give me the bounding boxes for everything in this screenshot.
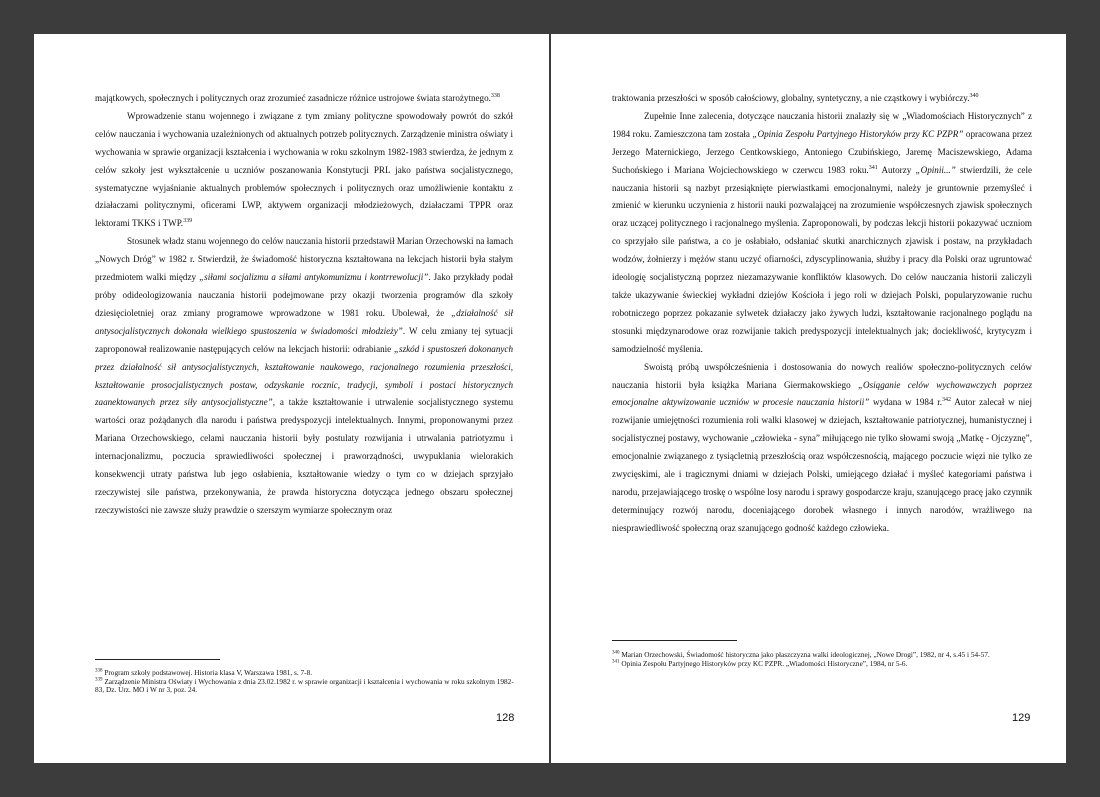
footnote-number: 339 xyxy=(95,677,103,683)
left-footnote-separator xyxy=(95,659,220,660)
italic-quote: „Opinia Zespołu Partyjnego Historyków przy KC PZPR” xyxy=(752,128,964,139)
right-page-body-text xyxy=(612,90,1032,538)
paragraph-text: Autorzy xyxy=(877,164,916,175)
footnote-reference: 339 xyxy=(183,218,193,225)
italic-quote: „szkód i spustoszeń dokonanych przez działalność sił antysocjalistycznych, kształtowanie naukowego, racjonalnego rozumienia przeszłości, kształtowanie prosocjalistycznych postaw, odzyskanie rocznic, tradycji, symboli i postaci historycznych zaanektowanych przez siły antysocjalistyczne” xyxy=(95,343,513,408)
footnote-number: 338 xyxy=(95,668,103,674)
footnote-number: 340 xyxy=(612,650,620,656)
right-paragraph xyxy=(612,359,1032,538)
paragraph-text: . W celu zmiany tej sytuacji zaproponował realizowanie następujących celów na lekcjach historii: odrabianie xyxy=(95,325,513,354)
left-footnotes xyxy=(95,669,515,695)
footnote-reference: 342 xyxy=(942,397,951,404)
paragraph-text: Swoistą próbą uwspółcześnienia i dostosowania do nowych realiów społeczno-politycznych celów nauczania historii była książka Mariana Giermakowskiego xyxy=(612,361,1032,390)
italic-quote: „Osiąganie celów wychowawczych poprzez emocjonalne aktywizowanie uczniów w procesie nauczania historii” xyxy=(612,379,1032,408)
footnote xyxy=(95,678,515,695)
right-page-number: 129 xyxy=(1012,712,1031,724)
right-footnote-separator xyxy=(612,640,737,641)
left-page-body-text xyxy=(95,90,513,520)
left-paragraph xyxy=(95,90,513,108)
italic-quote: „działalność sił antysocjalistycznych dokonała wielkiego spustoszenia w świadomości młodzieży” xyxy=(95,307,513,336)
paragraph-text: Zupełnie Inne zalecenia, dotyczące nauczania historii znalazły się w „Wiadomościach Historycznych” z 1984 roku. Zamieszczona tam została xyxy=(612,110,1032,139)
footnote-text: Zarządzenie Ministra Oświaty i Wychowania z dnia 23.02.1982 r. w sprawie organizacji i kształcenia i wychowania w roku szkolnym 1982-83, Dz. Urz. MO i W nr 3, poz. 24. xyxy=(95,676,514,695)
left-page xyxy=(34,34,549,763)
paragraph-text: traktowania przeszłości w sposób całościowy, globalny, syntetyczny, a nie cząstkowy i wybiórczy. xyxy=(612,93,970,103)
paragraph-text: wydana w 1984 r. xyxy=(869,397,942,408)
paragraph-text: Wprowadzenie stanu wojennego i związane z tym zmiany polityczne spowodowały powrót do szkół celów nauczania i wychowania uzależnionych od aktualnych potrzeb politycznych. Zarządzenie ministra oświaty i wychowania w sprawie organizacji kształcenia i wychowania w roku szkolnym 1982-1983 stwierdza, że jednym z celów szkoły jest wykształcenie u uczniów poszanowania Konstytucji PRL jako państwa socjalistycznego, systematyczne wyjaśnianie aktualnych problemów społecznych i politycznych oraz umożliwienie kontaktu z działaczami politycznymi, oficerami LWP, aktywem organizacji młodzieżowych, działaczami TPPR oraz lektorami TKKS i TWP. xyxy=(95,110,513,229)
footnote xyxy=(612,660,1032,669)
paragraph-text: majątkowych, społecznych i politycznych oraz zrozumieć zasadnicze różnice ustrojowe świata starożytnego. xyxy=(95,93,491,103)
right-page xyxy=(551,34,1066,763)
right-footnotes xyxy=(612,651,1032,668)
footnote-text: Marian Orzechowski, Świadomość historyczna jako płaszczyzna walki ideologicznej, „Nowe Drogi”, 1982, nr 4, s.45 i 54-57. xyxy=(619,650,990,659)
left-paragraph xyxy=(95,108,513,233)
paragraph-text: stwierdzili, że cele nauczania historii są nazbyt przesiąknięte pierwiastkami emocjonalnymi, należy je gruntownie przemyśleć i zmienić w kierunku uczynienia z historii nauki pozwalającej na zrozumienie współczesnych zjawisk społecznych oraz uczącej politycznego i racjonalnego myślenia. Zaproponowali, by podczas lekcji historii pokazywać uczniom co sprzyjało sile państwa, a co je osłabiało, odsłaniać skutki anarchicznych zjawisk i postaw, na przykładach wodzów, żołnierzy i mężów stanu uczyć ofiarności, zdyscyplinowania, służby i pracy dla Polski oraz ugruntować ideologię socjalistyczną poprzez niezamazywanie konfliktów klasowych. Do celów nauczania historii zaliczyli także ukazywanie świeckiej wykładni dziejów Kościoła i jego roli w dziejach Polski, popularyzowanie ruchu robotniczego poprzez pokazanie sylwetek działaczy jako żywych ludzi, kształtowanie racjonalnego poglądu na stosunki międzynarodowe oraz rozwijanie takich predyspozycji intelektualnych jak; dociekliwość, krytycyzm i samodzielność myślenia. xyxy=(612,164,1033,354)
footnote-reference: 340 xyxy=(969,92,979,99)
paragraph-text: Autor zalecał w niej rozwijanie umiejętności rozumienia roli walki klasowej w dziejach, kształtowanie patriotycznej, humanistycznej i socjalistycznej postawy, wychowanie „człowieka - syna” miłującego nie tylko słowami swoją „Matkę - Ojczyznę”, emocjonalnie związanego z tysiącletnią przeszłością oraz współczesnością, mającego poczucie więzi nie tylko ze zwycięskimi, ale i tragicznymi dniami w dziejach Polski, umiejącego działać i myśleć kategoriami państwa i narodu, przejawiającego troskę o wspólne losy narodu i sprawy gospodarcze kraju, szanującego pracę jako czynnik determinujący rozwój narodu, doceniającego dorobek własnego i innych narodów, wrażliwego na niesprawiedliwość społeczną oraz szanującego godność każdego człowieka. xyxy=(612,397,1032,533)
footnote-reference: 338 xyxy=(490,92,500,99)
footnote-number: 341 xyxy=(612,659,620,665)
paragraph-text: . Jako przykłady podał próby odideologizowania nauczania historii podejmowane przy okazji tworzenia programów dla szkoły dziesięcioletniej oraz zmiany programowe wprowadzone w 1981 roku. Ubolewał, że xyxy=(95,272,513,318)
paragraph-text: Stosunek władz stanu wojennego do celów nauczania historii przedstawił Marian Orzechowski na łamach „Nowych Dróg” w 1982 r. Stwierdził, że świadomość historyczna kształtowana na lekcjach historii była stałym przedmiotem walki między xyxy=(95,236,513,283)
italic-quote: „Opinii...” xyxy=(915,164,956,175)
paragraph-text: , a także kształtowanie i utrwalenie socjalistycznego systemu wartości oraz pożądanych dla narodu i państwa predyspozycji intelektualnych. Innymi, proponowanymi przez Mariana Orzechowskiego, celami nauczania historii były postulaty rozwijania i utrwalania patriotyzmu i internacjonalizmu, poczucia sprawiedliwości społecznej i praworządności, uwypuklania wielorakich konsekwencji utraty państwa lub jego osłabienia, kształtowanie wiedzy o tym co w dziejach sprzyjało rzeczywistej sile państwa, przekonywania, że prawda historyczna dotycząca jednego obszaru społecznej rzeczywistości nie zawsze służy prawdzie o szerszym wymiarze społecznym oraz xyxy=(95,397,513,515)
footnote-text: Opinia Zespołu Partyjnego Historyków przy KC PZPR. „Wiadomości Historyczne”, 1984, nr 5-6. xyxy=(619,658,908,668)
italic-quote: „siłami socjalizmu a siłami antykomunizmu i kontrrewolucji” xyxy=(199,272,429,283)
right-paragraph xyxy=(612,108,1032,359)
footnote-text: Program szkoły podstawowej. Historia klasa V, Warszawa 1981, s. 7-8. xyxy=(102,668,313,677)
footnote-reference: 341 xyxy=(868,164,878,171)
paragraph-text: opracowana przez Jerzego Maternickiego, Jerzego Centkowskiego, Antoniego Czubińskiego, Jaremę Maciszewskiego, Adama Suchońskiego i Mariana Wojciechowskiego w czerwcu 1983 roku. xyxy=(612,128,1032,175)
left-page-number: 128 xyxy=(496,712,515,724)
right-paragraph xyxy=(612,90,1032,108)
left-paragraph xyxy=(95,233,513,520)
